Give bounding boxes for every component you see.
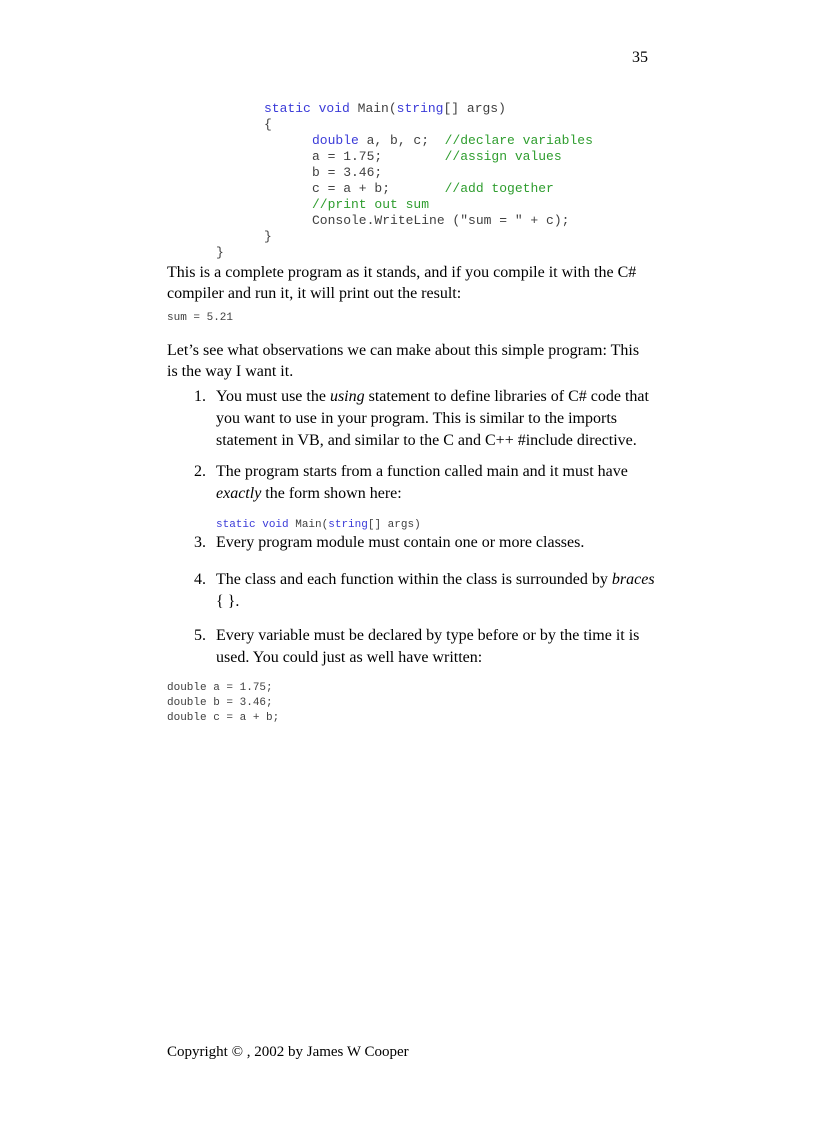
code-text: a = 1.75; [312, 149, 445, 164]
keyword-static: static [264, 101, 311, 116]
code-line-assign-a [312, 149, 562, 165]
code-line-print-comment [312, 197, 429, 213]
code-line-assign-b: b = 3.46; [312, 165, 383, 180]
list-text: { }. [216, 593, 240, 610]
code-decl-line: double b = 3.46; [167, 697, 273, 709]
list-text: The program starts from a function called main and it must have [216, 463, 628, 480]
code-comment: //print out sum [312, 197, 430, 212]
code-line-close-brace-method: } [264, 229, 272, 244]
keyword-string: string [396, 101, 444, 116]
code-comment: //declare variables [444, 133, 593, 148]
code-comment: //add together [444, 181, 554, 196]
list-number-2: 2. [194, 463, 206, 480]
list-text: statement to define libraries of C# code that you want to use in your program. This is similar to the imports statement in VB, and similar to the C and C++ #include directive. [216, 388, 649, 449]
code-text: c = a + b; [312, 181, 445, 196]
code-line-open-brace: { [264, 117, 272, 132]
keyword-void: void [318, 101, 350, 116]
keyword-void: void [262, 519, 289, 531]
code-main-signature-small [216, 518, 421, 533]
list-text: You must use the [216, 388, 330, 405]
list-number-4: 4. [194, 571, 206, 588]
code-decl-line: double a = 1.75; [167, 682, 273, 694]
page-number: 35 [632, 49, 648, 66]
emphasis-exactly: exactly [216, 485, 262, 502]
emphasis-using: using [329, 388, 365, 405]
paragraph-compile-note: This is a complete program as it stands, and if you compile it with the C# compiler and run it, it will print out the result: [167, 264, 637, 302]
list-text: The class and each function within the class is surrounded by [216, 571, 612, 588]
code-comment: //assign values [444, 149, 562, 164]
emphasis-braces: braces [611, 571, 655, 588]
program-output: sum = 5.21 [167, 312, 234, 324]
list-item-5: Every variable must be declared by type before or by the time it is used. You could just as well have written: [216, 627, 640, 666]
list-item-2 [216, 461, 656, 505]
code-line-add [312, 181, 554, 197]
keyword-static: static [216, 519, 256, 531]
list-item-1 [216, 386, 656, 452]
code-line-declare [312, 133, 593, 149]
list-text: the form shown here: [261, 485, 402, 502]
code-decl-line: double c = a + b; [167, 712, 280, 724]
list-item-3: Every program module must contain one or more classes. [216, 534, 585, 551]
paragraph-observations: Let’s see what observations we can make about this simple program: This is the way I want it. [167, 342, 640, 380]
code-line-writeline: Console.WriteLine ("sum = " + c); [312, 213, 570, 228]
code-text: [] args) [443, 101, 506, 116]
code-text: [] args) [367, 519, 421, 531]
list-number-5: 5. [194, 627, 206, 644]
code-text: a, b, c; [358, 133, 445, 148]
code-text: Main( [295, 519, 329, 531]
code-line-main-signature [264, 101, 506, 117]
list-number-3: 3. [194, 534, 206, 551]
keyword-string: string [328, 519, 368, 531]
code-line-close-brace-class: } [216, 245, 224, 260]
code-text: Main( [357, 101, 397, 116]
keyword-double: double [312, 133, 359, 148]
list-item-4 [216, 569, 656, 613]
copyright-footer: Copyright © , 2002 by James W Cooper [167, 1044, 409, 1060]
list-number-1: 1. [194, 388, 206, 405]
